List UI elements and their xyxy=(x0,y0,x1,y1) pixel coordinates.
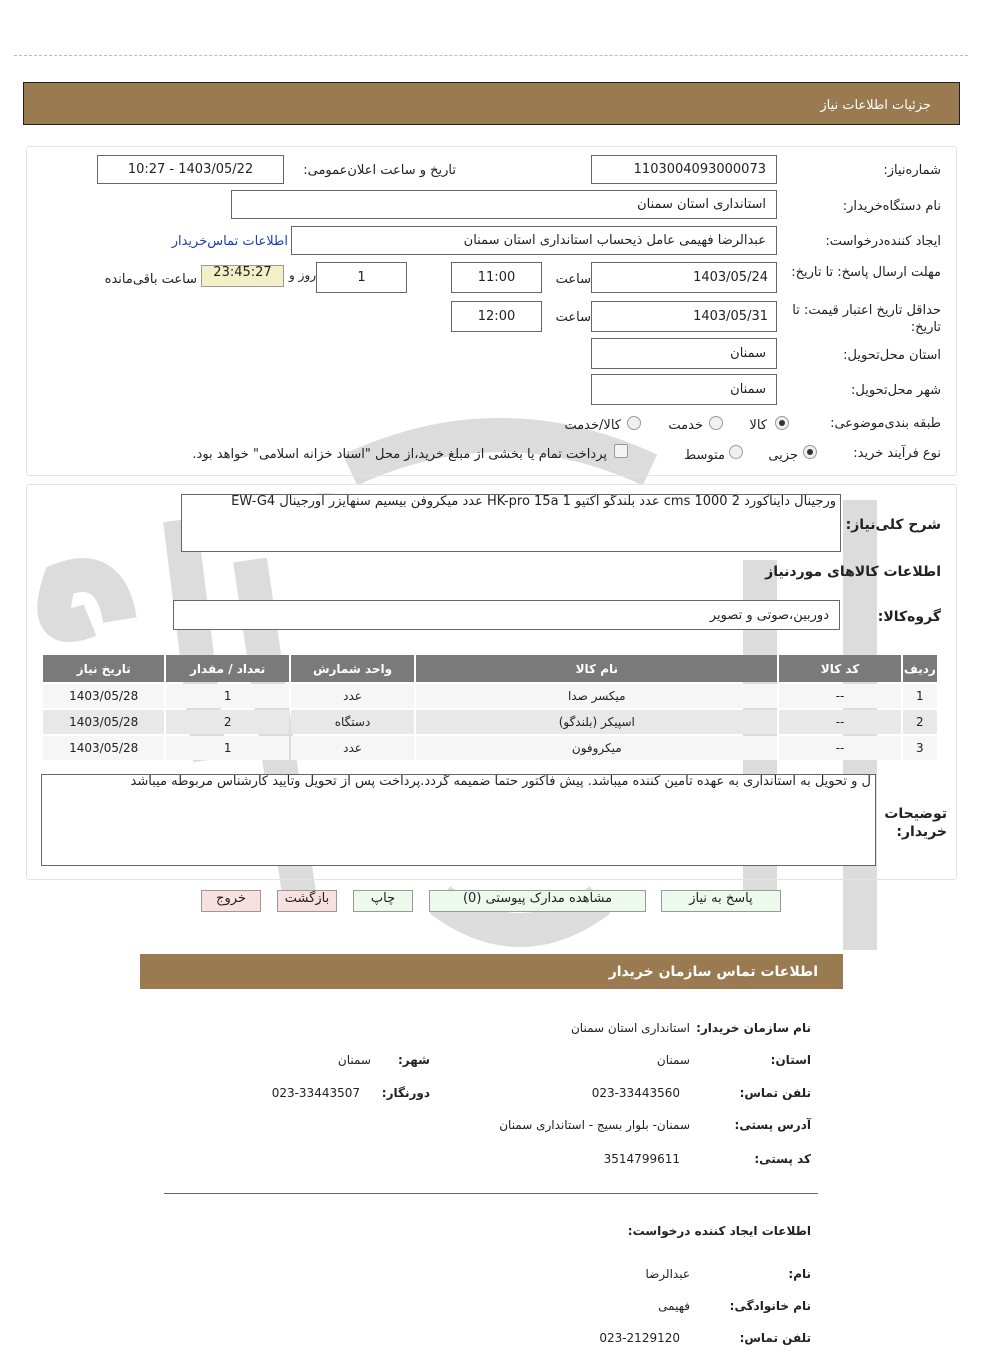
reply-button[interactable]: پاسخ به نیاز xyxy=(661,890,781,912)
buyer-org-label: نام دستگاه‌خریدار: xyxy=(842,199,941,214)
process-option-medium: متوسط xyxy=(684,448,725,463)
price-validity-time-label: ساعت xyxy=(555,310,591,325)
contact-org-label: نام سازمان خریدار: xyxy=(696,1021,811,1035)
cell-row: 2 xyxy=(903,710,937,734)
need-number-field: 1103004093000073 xyxy=(591,155,777,184)
cell-date: 1403/05/28 xyxy=(43,736,164,760)
deadline-date-field: 1403/05/24 xyxy=(591,262,777,293)
announce-date-field: 1403/05/22 - 10:27 xyxy=(97,155,284,184)
remaining-label: ساعت باقی‌مانده xyxy=(104,272,197,287)
contact-org: استانداری استان سمنان xyxy=(570,1021,690,1035)
announce-date-label: تاریخ و ساعت اعلان‌عمومی: xyxy=(303,163,456,178)
category-option-goods: کالا xyxy=(749,418,767,433)
table-row xyxy=(43,736,937,760)
col-qty: تعداد / مقدار xyxy=(166,655,288,682)
cell-code: -- xyxy=(779,684,900,708)
cell-date: 1403/05/28 xyxy=(43,684,164,708)
summary-label: شرح کلی‌نیاز: xyxy=(845,517,941,533)
treasury-payment-checkbox[interactable] xyxy=(614,444,628,458)
cell-unit: دستگاه xyxy=(291,710,414,734)
deadline-label: مهلت ارسال پاسخ: تا تاریخ: xyxy=(791,265,941,280)
cell-qty: 2 xyxy=(166,710,288,734)
cell-row: 1 xyxy=(903,684,937,708)
contact-province: سمنان xyxy=(656,1053,690,1067)
cell-code: -- xyxy=(779,736,900,760)
contact-header xyxy=(140,954,843,989)
province-field: سمنان xyxy=(591,338,777,369)
process-radio-medium[interactable] xyxy=(729,445,743,459)
creator-phone: 023-2129120 xyxy=(599,1331,680,1345)
contact-title: اطلاعات تماس سازمان خریدار xyxy=(608,964,818,980)
days-field: 1 xyxy=(316,262,407,293)
contact-address-label: آدرس پستی: xyxy=(734,1118,811,1132)
contact-postal: 3514799611 xyxy=(603,1152,680,1166)
cell-unit: عدد xyxy=(291,736,414,760)
goods-table-header xyxy=(43,655,937,682)
category-radio-service[interactable] xyxy=(709,416,723,430)
category-radio-both[interactable] xyxy=(627,416,641,430)
process-label: نوع فرآیند خرید: xyxy=(853,446,941,461)
contact-city-label: شهر: xyxy=(398,1053,430,1067)
cell-name: میکسر صدا xyxy=(416,684,777,708)
cell-code: -- xyxy=(779,710,900,734)
deadline-time-field: 11:00 xyxy=(451,262,542,293)
attachments-button[interactable]: مشاهده مدارک پیوستی (0) xyxy=(429,890,646,912)
buyer-org-field: استانداری استان سمنان xyxy=(231,190,777,219)
payment-note: پرداخت تمام یا بخشی از مبلغ خرید،از محل "اسناد خزانه اسلامی" خواهد بود. xyxy=(192,447,607,462)
contact-phone: 023-33443560 xyxy=(591,1086,680,1100)
process-radio-minor[interactable] xyxy=(803,445,817,459)
province-label: استان محل‌تحویل: xyxy=(843,348,941,363)
creator-first-name: عبدالرضا xyxy=(645,1267,690,1281)
creator-last-name-label: نام خانوادگی: xyxy=(729,1299,811,1313)
goods-section-title: اطلاعات کالاهای مورد‌نیاز xyxy=(765,564,941,580)
back-button[interactable]: بازگشت xyxy=(277,890,337,912)
price-validity-time-field: 12:00 xyxy=(451,301,542,332)
goods-table xyxy=(41,653,939,762)
summary-field xyxy=(181,494,841,552)
creator-label: ایجاد کننده‌درخواست: xyxy=(825,234,941,249)
creator-field: عبدالرضا فهیمی عامل ذیحساب استانداری استان سمنان xyxy=(291,226,777,255)
col-row: ردیف xyxy=(903,655,937,682)
exit-button[interactable]: خروج xyxy=(201,890,261,912)
contact-fax-label: دورنگار: xyxy=(381,1086,430,1100)
need-number-label: شماره‌نیاز: xyxy=(883,163,941,178)
page-header xyxy=(23,82,960,125)
buyer-notes-label: توضیحات خریدار: xyxy=(884,806,947,840)
category-radio-goods[interactable] xyxy=(775,416,789,430)
summary-text: ورجینال دایناکورد 2 cms 1000 عدد بلندگو اکتیو HK-pro 15a 1 عدد میکروفن بیسیم سنهایزر اورجینال EW-G4 xyxy=(231,494,836,509)
table-row xyxy=(43,710,937,734)
process-option-minor: جزیی xyxy=(768,448,798,463)
category-option-both: کالا/خدمت xyxy=(564,418,621,433)
contact-postal-label: کد پستی: xyxy=(754,1152,811,1166)
contact-city: سمنان xyxy=(337,1053,371,1067)
col-code: کد کالا xyxy=(779,655,900,682)
creator-phone-label: تلفن تماس: xyxy=(739,1331,811,1345)
contact-address: سمنان- بلوار بسیج - استانداری سمنان xyxy=(499,1118,690,1132)
print-button[interactable]: چاپ xyxy=(353,890,413,912)
col-unit: واحد شمارش xyxy=(291,655,414,682)
cell-qty: 1 xyxy=(166,736,288,760)
top-divider xyxy=(14,55,968,56)
cell-row: 3 xyxy=(903,736,937,760)
cell-qty: 1 xyxy=(166,684,288,708)
cell-date: 1403/05/28 xyxy=(43,710,164,734)
buyer-contact-link[interactable]: اطلاعات تماس‌خریدار xyxy=(171,234,288,249)
page-title: جزئیات اطلاعات نیاز xyxy=(820,98,931,113)
cell-name: اسپیکر (بلندگو) xyxy=(416,710,777,734)
contact-divider xyxy=(164,1193,818,1194)
goods-group-field: دوربین،صوتی و تصویر xyxy=(173,600,840,630)
buyer-notes-field xyxy=(41,774,876,866)
contact-province-label: استان: xyxy=(770,1053,811,1067)
goods-group-label: گروه‌کالا: xyxy=(877,609,941,625)
col-name: نام کالا xyxy=(416,655,777,682)
days-label: روز و xyxy=(289,268,316,282)
cell-name: میکروفون xyxy=(416,736,777,760)
cell-unit: عدد xyxy=(291,684,414,708)
category-option-service: خدمت xyxy=(668,418,703,433)
deadline-time-label: ساعت xyxy=(555,272,591,287)
price-validity-label: حداقل تاریخ اعتبار قیمت: تا تاریخ: xyxy=(792,303,941,335)
table-row xyxy=(43,684,937,708)
remaining-timer: 23:45:27 xyxy=(201,265,284,287)
creator-last-name: فهیمی xyxy=(658,1299,690,1313)
contact-phone-label: تلفن تماس: xyxy=(739,1086,811,1100)
price-validity-date-field: 1403/05/31 xyxy=(591,301,777,332)
contact-fax: 023-33443507 xyxy=(271,1086,360,1100)
col-date: تاریخ نیاز xyxy=(43,655,164,682)
category-label: طبقه بندی‌موضوعی: xyxy=(830,416,941,431)
city-field: سمنان xyxy=(591,374,777,405)
creator-first-name-label: نام: xyxy=(788,1267,811,1281)
creator-info-title: اطلاعات ایجاد کننده درخواست: xyxy=(627,1224,811,1238)
buyer-notes-text: ل و تحویل به استانداری به عهده تامین کننده میباشد. پیش فاکتور حتما ضمیمه گردد.پرداخت پس از تحویل وتایید کارشناس مربوطه میباشد xyxy=(130,774,871,789)
city-label: شهر محل‌تحویل: xyxy=(851,383,941,398)
